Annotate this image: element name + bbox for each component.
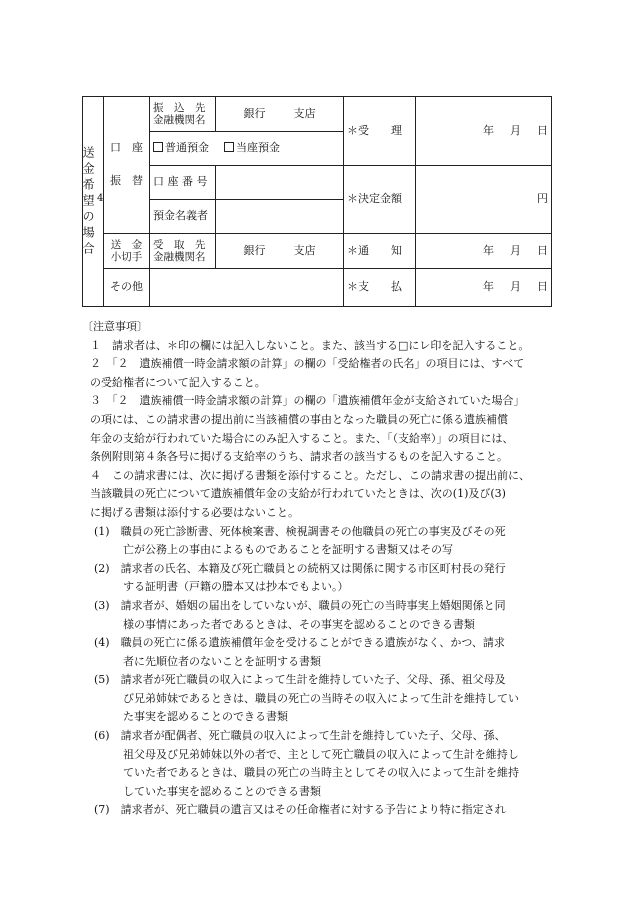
note-3: ３ 「２ 遺族補償一時金請求額の計算」の欄の「遺族補償年金が支給されていた場合」 [90,394,525,408]
notice-label: ＊通 知 [344,234,416,269]
other-field[interactable] [150,269,344,307]
notice-date-field[interactable]: 年 月 日 [416,234,552,269]
note-3-cont: の項には、この請求書の提出前に当該補償の事由となった職員の死亡に係る遺族補償 [90,412,508,426]
receipt-date-field[interactable]: 年 月 日 [416,97,552,166]
subnote-6: (6) 請求者が配偶者、死亡職員の収入によって生計を維持していた子、父母、孫、 [94,729,506,743]
receipt-label: ＊受 理 [344,97,416,166]
subnote-4-cont: 者に先順位者のないことを証明する書類 [123,654,321,668]
note-4-cont: 当該職員の死亡について遺族補償年金の支給が行われていたときは、次の(1)及び(3) [90,487,506,501]
subnote-2: (2) 請求者の氏名、本籍及び死亡職員との続柄又は関係に関する市区町村長の発行 [94,561,506,575]
ordinary-deposit-checkbox[interactable] [153,142,163,152]
account-holder-field[interactable] [216,200,344,234]
note-4-cont: に掲げる書類は添付する必要はないこと。 [90,505,299,519]
subnote-5-cont: び兄弟姉妹であるときは、職員の死亡の当時その収入によって生計を維持してい [123,691,519,705]
subnote-2-cont: する証明書（戸籍の謄本又は抄本でもよい。） [123,580,349,594]
decision-amount-field[interactable]: 円 [416,166,552,234]
subnote-6-cont: していた事実を認めることのできる書類 [123,784,321,798]
note-3-cont: 条例附則第４条各号に掲げる支給率のうち、請求者の該当するものを記入すること。 [90,450,508,464]
account-holder-label: 預金名義者 [150,200,216,234]
subnote-3-cont: 様の事情にあった者であるときは、その事実を認めることのできる書類 [123,617,475,631]
transfer-bank-field[interactable]: 銀行 支店 [216,97,344,132]
section-number: 4 [94,192,106,208]
section-label [83,97,104,307]
subnote-5-cont: た事実を認めることのできる書類 [123,710,288,724]
deposit-type-row: 普通預金 当座預金 [150,132,344,166]
note-2: ２ 「２ 遺族補償一時金請求額の計算」の欄の「受給権者の氏名」の項目には、すべて [90,357,525,371]
note-4: ４ この請求書には、次に掲げる書類を添付すること。ただし、この請求書の提出前に、 [90,468,530,482]
notes-heading: 〔注意事項〕 [82,320,148,333]
current-deposit-checkbox[interactable] [224,142,234,152]
note-3-cont: 年金の支給が行われていた場合にのみ記入すること。また、「（支給率）」の項目には、 [90,431,514,445]
note-2-cont: の受給権者について記入すること。 [90,375,266,389]
transfer-bank-label: 振 込 先 金融機関名 [150,97,216,132]
account-number-label: 口 座 番 号 [150,166,216,200]
receiving-bank-field[interactable]: 銀行 支店 [216,234,344,269]
note-1: １ 請求者は、＊印の欄には記入しないこと。また、該当する□にレ印を記入すること。 [90,338,530,352]
remittance-form-table [82,96,552,307]
subnote-1-cont: 亡が公務上の事由によるものであることを証明する書類又はその写 [123,543,453,557]
subnote-7: (7) 請求者が、死亡職員の遺言又はその任命権者に対する予告により特に指定され [94,803,506,817]
payment-date-field[interactable]: 年 月 日 [416,269,552,307]
remittance-check-label: 送 金 小切手 [104,234,150,269]
subnote-4: (4) 職員の死亡に係る遺族補償年金を受けることができる遺族がなく、かつ、請求 [94,636,505,650]
subnote-3: (3) 請求者が、婚姻の届出をしていないが、職員の死亡の当時事実上婚姻関係と同 [94,598,506,612]
section-title: 送金希望の場合 [81,145,96,258]
receiving-bank-label: 受 取 先 金融機関名 [150,234,216,269]
subnote-5: (5) 請求者が死亡職員の収入によって生計を維持していた子、父母、孫、祖父母及 [94,673,506,687]
payment-label: ＊支 払 [344,269,416,307]
subnote-6-cont: ていた者であるときは、職員の死亡の当時主としてその収入によって生計を維持 [123,766,519,780]
account-number-field[interactable] [216,166,344,200]
notes-section [82,318,552,820]
subnote-6-cont: 祖父母及び兄弟姉妹以外の者で、主として死亡職員の収入によって生計を維持し [123,747,519,761]
subnote-1: (1) 職員の死亡診断書、死体検案書、検視調書その他職員の死亡の事実及びその死 [94,524,506,538]
other-label: その他 [104,269,150,307]
account-transfer-label: 口 座 振 替 [104,97,150,234]
decision-amount-label: ＊決定金額 [344,166,416,234]
